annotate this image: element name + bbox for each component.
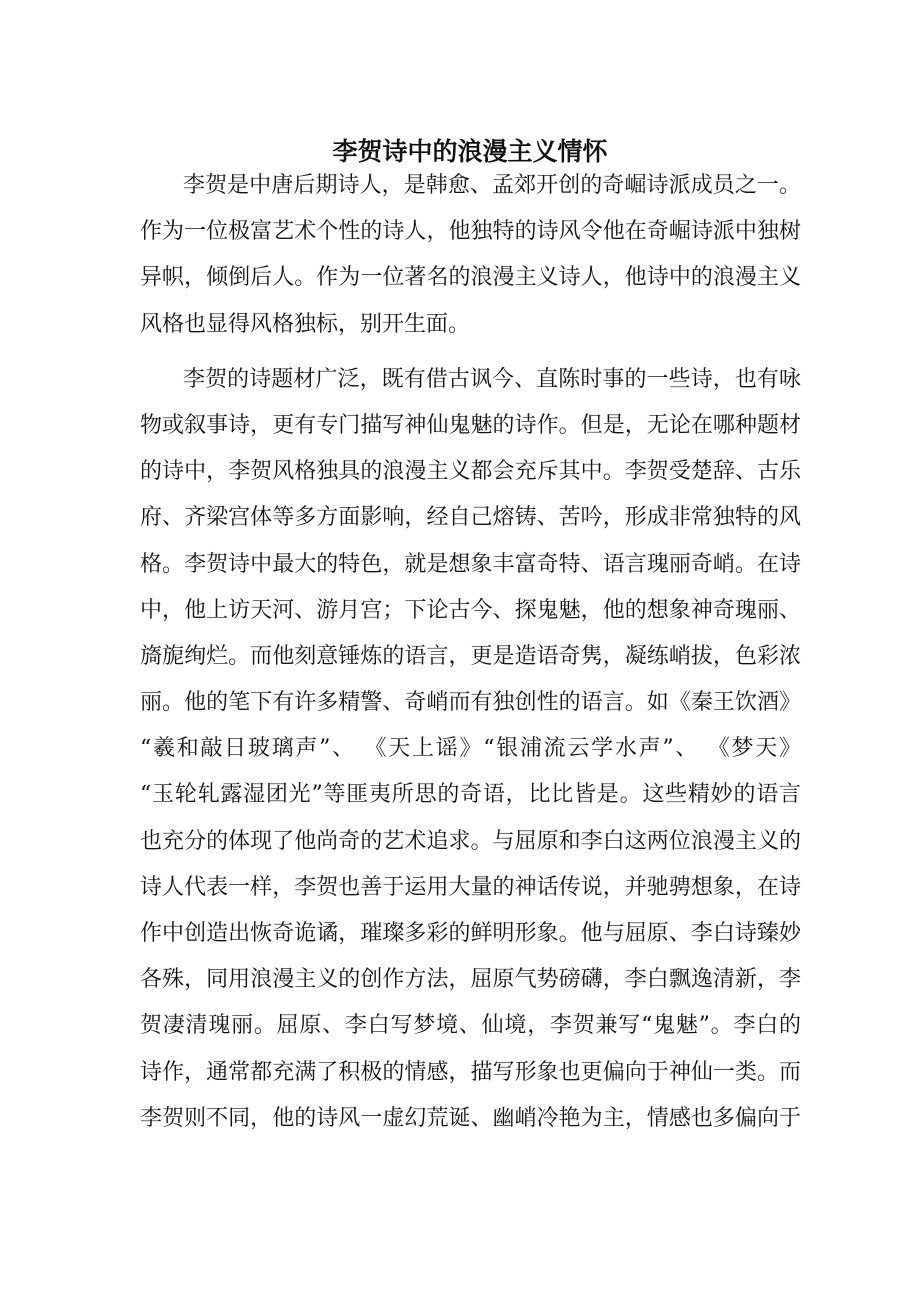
text-line: 的诗中，李贺风格独具的浪漫主义都会充斥其中。李贺受楚辞、古乐 — [140, 459, 801, 485]
document-title: 李贺诗中的浪漫主义情怀 — [332, 136, 608, 166]
text-line: 各殊，同用浪漫主义的创作方法，屈原气势磅礴，李白飘逸清新，李 — [140, 967, 801, 993]
text-line: 李贺是中唐后期诗人，是韩愈、孟郊开创的奇崛诗派成员之一。 — [183, 173, 801, 198]
text-line: 李贺的诗题材广泛，既有借古讽今、直陈时事的一些诗，也有咏 — [183, 366, 801, 392]
text-line: 贺凄清瑰丽。屈原、李白写梦境、仙境，李贺兼写“鬼魅”。李白的 — [140, 1013, 801, 1039]
text-line: 府、齐梁宫体等多方面影响，经自己熔铸、苦吟，形成非常独特的风 — [140, 505, 801, 531]
text-line: “羲和敲日玻璃声”、 《天上谣》“银浦流云学水声”、 《梦天》 — [140, 736, 801, 762]
paragraph-1 — [140, 163, 801, 348]
text-line: 风格也显得风格独标，别开生面。 — [140, 311, 471, 337]
text-line: “玉轮轧露湿团光”等匪夷所思的奇语，比比皆是。这些精妙的语言 — [140, 782, 801, 808]
text-line: 中，他上访天河、游月宫；下论古今、探鬼魅，他的想象神奇瑰丽、 — [140, 597, 801, 623]
text-line: 作为一位极富艺术个性的诗人，他独特的诗风令他在奇崛诗派中独树 — [140, 219, 801, 245]
text-line: 格。李贺诗中最大的特色，就是想象丰富奇特、语言瑰丽奇峭。在诗 — [140, 551, 801, 577]
text-line: 诗人代表一样，李贺也善于运用大量的神话传说，并驰骋想象，在诗 — [140, 874, 801, 900]
text-line: 作中创造出恢奇诡谲，璀璨多彩的鲜明形象。他与屈原、李白诗臻妙 — [140, 921, 801, 946]
text-line: 旖旎绚烂。而他刻意锤炼的语言，更是造语奇隽，凝练峭拔，色彩浓 — [140, 643, 801, 669]
text-line: 诗作，通常都充满了积极的情感，描写形象也更偏向于神仙一类。而 — [140, 1059, 801, 1085]
paragraph-2 — [140, 357, 801, 1142]
document-body — [140, 163, 801, 1151]
text-line: 李贺则不同，他的诗风一虚幻荒诞、幽峭冷艳为主，情感也多偏向于 — [140, 1105, 801, 1131]
text-line: 丽。他的笔下有许多精警、奇峭而有独创性的语言。如《秦王饮酒》 — [140, 690, 801, 716]
text-line: 异帜，倾倒后人。作为一位著名的浪漫主义诗人，他诗中的浪漫主义 — [140, 265, 801, 291]
text-line: 也充分的体现了他尚奇的艺术追求。与屈原和李白这两位浪漫主义的 — [140, 828, 801, 854]
text-line: 物或叙事诗，更有专门描写神仙鬼魅的诗作。但是，无论在哪种题材 — [140, 412, 801, 438]
